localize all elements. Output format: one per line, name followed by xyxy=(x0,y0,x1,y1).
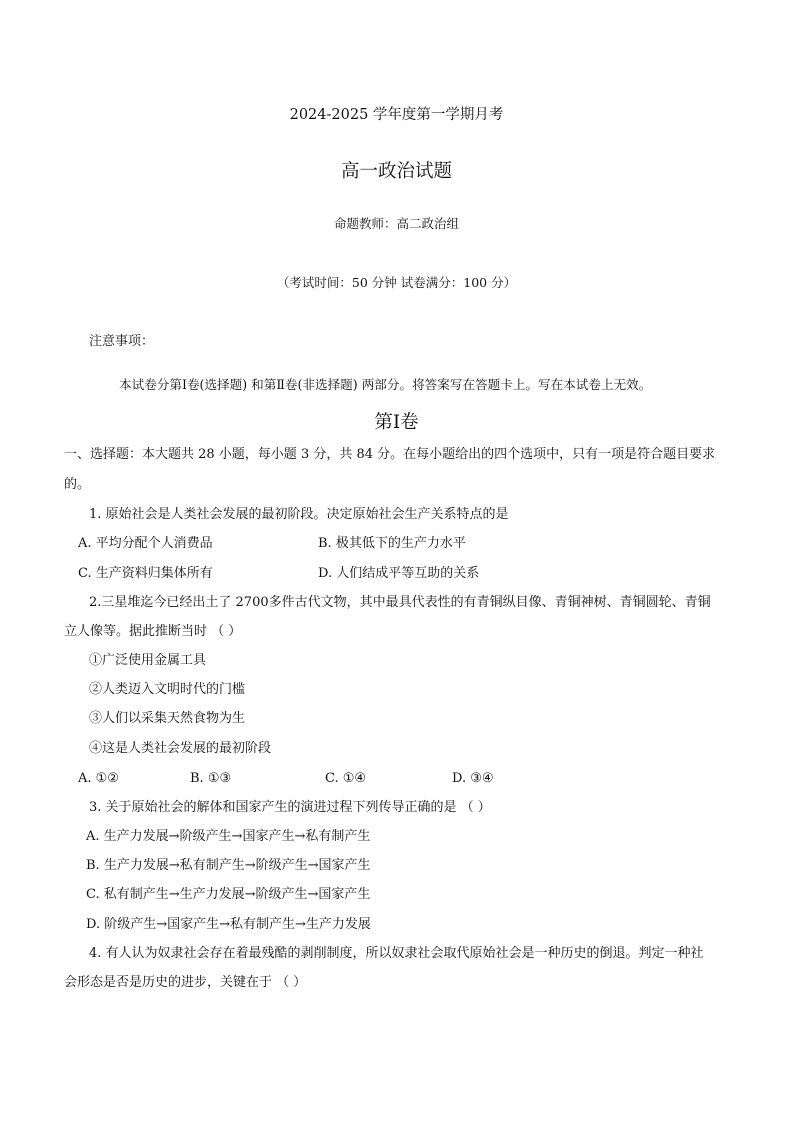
volume-title: 第Ⅰ卷 xyxy=(374,412,419,433)
question-2-statement-2: ②人类迈入文明时代的门槛 xyxy=(89,682,246,697)
question-2-option-c: C. ①④ xyxy=(325,771,367,786)
exam-title: 高一政治试题 xyxy=(340,161,452,182)
exam-info: （考试时间：50 分钟 试卷满分：100 分） xyxy=(276,275,517,290)
question-2-option-d: D. ③④ xyxy=(452,771,494,786)
question-3-option-c: C. 私有制产生→生产力发展→阶级产生→国家产生 xyxy=(86,887,371,902)
section-instruction: 一、选择题：本大题共 28 小题，每小题 3 分，共 84 分。在每小题给出的四个选项中，只有一项是符合题目要求 xyxy=(64,447,716,462)
question-1-option-d: D. 人们结成平等互助的关系 xyxy=(318,566,480,581)
question-3-option-b: B. 生产力发展→私有制产生→阶级产生→国家产生 xyxy=(86,858,371,873)
question-2-option-b: B. ①③ xyxy=(190,771,232,786)
question-4-stem-cont: 会形态是否是历史的进步，关键在于 （ ） xyxy=(64,975,307,990)
question-1-option-a: A. 平均分配个人消费品 xyxy=(78,536,213,551)
question-3-option-a: A. 生产力发展→阶级产生→国家产生→私有制产生 xyxy=(86,829,371,844)
question-3-option-d: D. 阶级产生→国家产生→私有制产生→生产力发展 xyxy=(86,917,371,932)
author-line: 命题教师：高二政治组 xyxy=(333,216,459,231)
year-title: 2024-2025 学年度第一学期月考 xyxy=(289,107,504,123)
question-2-stem: 2.三星堆迄今已经出土了 2700多件古代文物，其中最具代表性的有青铜纵目像、青铜神树、青铜圆轮、青铜 xyxy=(89,595,711,610)
question-2-statement-1: ①广泛使用金属工具 xyxy=(89,653,207,668)
question-1-option-b: B. 极其低下的生产力水平 xyxy=(318,536,466,551)
question-3-stem: 3. 关于原始社会的解体和国家产生的演进过程下列传导正确的是 （ ） xyxy=(89,800,491,815)
question-2-statement-3: ③人们以采集天然食物为生 xyxy=(89,711,246,726)
question-2-option-a: A. ①② xyxy=(78,771,119,786)
question-2-statement-4: ④这是人类社会发展的最初阶段 xyxy=(89,741,272,756)
notice-text: 本试卷分第Ⅰ卷(选择题) 和第Ⅱ卷(非选择题) 两部分。将答案写在答题卡上。写在本试卷上无效。 xyxy=(119,377,652,392)
notice-heading: 注意事项： xyxy=(89,334,155,349)
question-2-stem-cont: 立人像等。据此推断当时 （ ） xyxy=(64,624,242,639)
section-instruction-cont: 的。 xyxy=(64,477,91,492)
question-1-option-c: C. 生产资料归集体所有 xyxy=(78,566,213,581)
question-1-stem: 1. 原始社会是人类社会发展的最初阶段。决定原始社会生产关系特点的是 xyxy=(89,507,509,522)
question-4-stem: 4. 有人认为奴隶社会存在着最残酷的剥削制度，所以奴隶社会取代原始社会是一种历史的倒退。判定一种社 xyxy=(89,946,704,961)
